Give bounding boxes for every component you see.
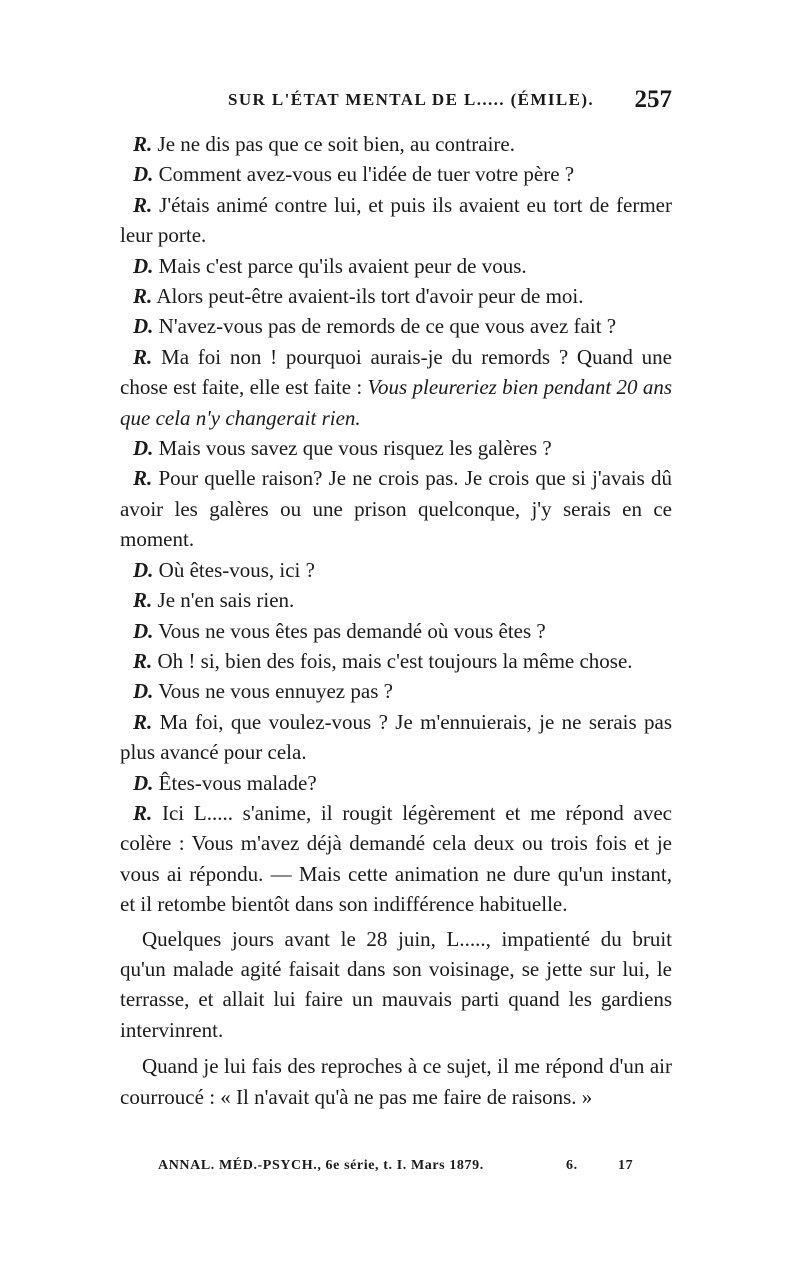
body-text (120, 129, 672, 1112)
dialogue-text: Alors peut-être avaient-ils tort d'avoir peur de moi. (152, 284, 584, 309)
page-header (120, 86, 680, 126)
speaker-label: R. (133, 709, 153, 734)
dialogue-line (120, 616, 672, 646)
dialogue-text: Comment avez-vous eu l'idée de tuer votre père ? (153, 162, 575, 187)
dialogue-text: Vous ne vous ennuyez pas ? (153, 679, 393, 704)
dialogue-line (120, 798, 672, 920)
dialogue-line (120, 676, 672, 706)
speaker-label: R. (133, 800, 153, 825)
dialogue-line (120, 251, 672, 281)
sheet-number: 17 (618, 1158, 634, 1173)
speaker-label: R. (133, 344, 153, 369)
speaker-label: D. (133, 770, 154, 795)
dialogue-text: Ma foi, que voulez-vous ? Je m'ennuierais, je ne serais pas plus avancé pour cela. (120, 709, 672, 765)
dialogue-text: Je n'en sais rien. (152, 588, 295, 613)
speaker-label: R. (133, 648, 153, 673)
dialogue-text: J'étais animé contre lui, et puis ils avaient eu tort de fermer leur porte. (120, 192, 672, 248)
dialogue-line (120, 159, 672, 189)
dialogue-text: Où êtes-vous, ici ? (153, 557, 315, 582)
dialogue-text: Ma foi non ! pourquoi aurais-je du remords ? Quand une chose est faite, elle est faite : (120, 344, 672, 400)
speaker-label: D. (133, 436, 154, 461)
journal-citation: ANNAL. MÉD.-PSYCH., 6e série, t. I. Mars 1879. (158, 1158, 484, 1173)
narrative-paragraph: Quelques jours avant le 28 juin, L....., impatienté du bruit qu'un malade agité faisait dans son voisinage, se jette sur lui, le terrasse, et allait lui faire un mauvais parti quand les gardiens intervinrent. (120, 926, 672, 1042)
narrative-paragraph: Quand je lui fais des reproches à ce sujet, il me répond d'un air courroucé : « Il n'avait qu'à ne pas me faire de raisons. » (120, 1054, 672, 1109)
speaker-label: R. (133, 132, 153, 156)
running-head: SUR L'ÉTAT MENTAL DE L..... (ÉMILE). (228, 90, 595, 109)
dialogue-text: Mais vous savez que vous risquez les galères ? (153, 436, 552, 461)
speaker-label: R. (133, 588, 153, 613)
page-footer (158, 1158, 648, 1182)
page-number: 257 (634, 86, 672, 113)
dialogue-line (120, 281, 672, 311)
dialogue-text: Pour quelle raison? Je ne crois pas. Je crois que si j'avais dû avoir les galères ou une prison quelconque, j'y serais en ce moment. (120, 466, 672, 552)
speaker-label: D. (133, 679, 154, 704)
dialogue-line (120, 433, 672, 463)
dialogue-line (120, 463, 672, 554)
dialogue-line (120, 190, 672, 251)
speaker-label: R. (133, 192, 153, 217)
speaker-label: D. (133, 618, 154, 643)
dialogue-line (120, 707, 672, 768)
dialogue-line (120, 311, 672, 341)
dialogue-line (120, 768, 672, 798)
dialogue-text: Vous ne vous êtes pas demandé où vous êtes ? (153, 618, 546, 643)
dialogue-line (120, 555, 672, 585)
speaker-label: D. (133, 253, 154, 278)
dialogue-text: Êtes-vous malade? (153, 770, 317, 795)
signature-mark: 6. (566, 1158, 578, 1173)
speaker-label: D. (133, 162, 154, 187)
dialogue-line (120, 585, 672, 615)
dialogue-line (120, 646, 672, 676)
dialogue-text: Je ne dis pas que ce soit bien, au contraire. (152, 132, 515, 156)
dialogue-line (120, 342, 672, 433)
dialogue-text: Mais c'est parce qu'ils avaient peur de vous. (153, 253, 527, 278)
speaker-label: R. (133, 284, 153, 309)
dialogue-text: Oh ! si, bien des fois, mais c'est toujours la même chose. (152, 648, 633, 673)
dialogue-text: N'avez-vous pas de remords de ce que vous avez fait ? (153, 314, 617, 339)
speaker-label: R. (133, 466, 153, 491)
italic-quote: Vous pleureriez bien pendant 20 ans que cela n'y changerait rien. (120, 375, 672, 430)
dialogue-text: Ici L..... s'anime, il rougit légèrement et me répond avec colère : Vous m'avez déjà demandé cela deux ou trois fois et je vous ai répondu. — Mais cette animation ne dure qu'un instant, et il retombe bientôt dans son indifférence habituelle. (120, 800, 672, 917)
speaker-label: D. (133, 557, 154, 582)
speaker-label: D. (133, 314, 154, 339)
dialogue-line (120, 129, 672, 159)
